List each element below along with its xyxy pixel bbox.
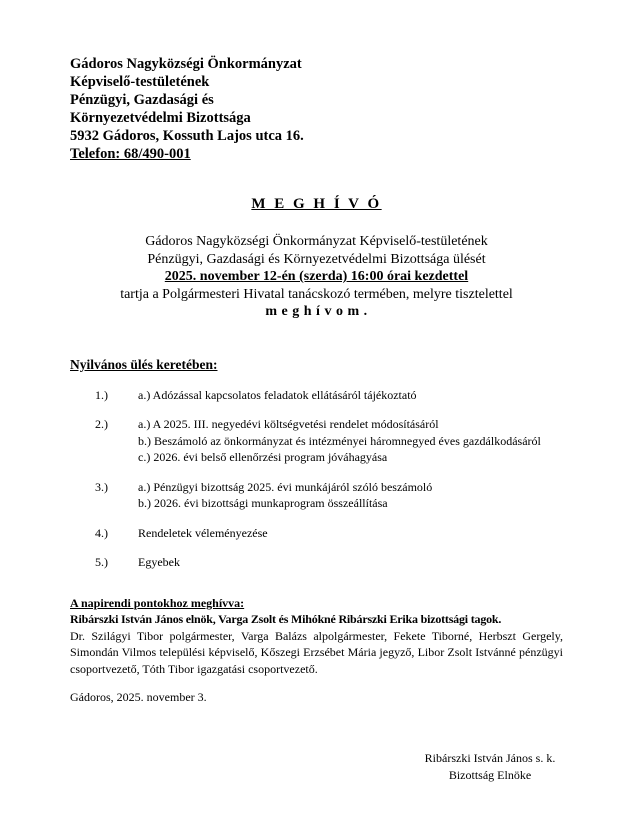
- agenda-item-content: [138, 554, 563, 571]
- invitees-committee-members: Ribárszki István János elnök, Varga Zsolt és Mihókné Ribárszki Erika bizottsági tagok.: [70, 612, 502, 626]
- invitees-section: [70, 595, 563, 678]
- document-title-text: M E G H Í V Ó: [251, 196, 382, 212]
- intro-line-org: Gádoros Nagyközségi Önkormányzat Képviselő-testületének: [145, 234, 488, 249]
- agenda-item-content: [138, 416, 563, 466]
- agenda-item-line: c.) 2026. évi belső ellenőrzési program jóváhagyása: [138, 450, 388, 464]
- agenda-item-4: [70, 525, 563, 542]
- agenda-heading: Nyilvános ülés keretében:: [70, 356, 218, 372]
- agenda-item-3: [70, 479, 563, 512]
- letterhead-line-committee-2: Környezetvédelmi Bizottsága: [70, 110, 251, 126]
- signature-block: [390, 750, 590, 784]
- agenda-item-content: [138, 479, 563, 512]
- agenda-item-2: [70, 416, 563, 466]
- agenda-item-line: a.) A 2025. III. negyedévi költségvetési rendelet módosításáról: [138, 417, 439, 431]
- agenda-item-line: a.) Adózással kapcsolatos feladatok ellátásáról tájékoztató: [138, 387, 417, 402]
- agenda-item-number: 3.): [95, 479, 108, 494]
- letterhead-line-committee-1: Pénzügyi, Gazdasági és: [70, 92, 214, 108]
- agenda-item-content: [138, 387, 563, 404]
- agenda-item-line: b.) Beszámoló az önkormányzat és intézményei háromnegyed éves gazdálkodásáról: [138, 433, 541, 448]
- agenda-item-line: a.) Pénzügyi bizottság 2025. évi munkájáról szóló beszámoló: [138, 479, 433, 494]
- agenda-item-number: 4.): [95, 525, 108, 540]
- letterhead-address: 5932 Gádoros, Kossuth Lajos utca 16.: [70, 128, 304, 144]
- agenda-item-number: 2.): [95, 417, 108, 431]
- agenda-item-number: 5.): [95, 555, 108, 569]
- letterhead-phone: Telefon: 68/490-001: [70, 146, 191, 162]
- agenda-list: [70, 387, 563, 571]
- letterhead-line-org: Gádoros Nagyközségi Önkormányzat: [70, 56, 302, 72]
- intro-closing: m e g h í v o m .: [265, 304, 368, 319]
- agenda-item-number: 1.): [95, 387, 108, 402]
- signature-name: Ribárszki István János s. k.: [424, 750, 556, 765]
- document-date: Gádoros, 2025. november 3.: [70, 690, 207, 704]
- letterhead: [70, 55, 563, 163]
- letterhead-line-body: Képviselő-testületének: [70, 74, 210, 90]
- agenda-item-line: b.) 2026. évi bizottsági munkaprogram összeállítása: [138, 496, 388, 510]
- agenda-item-5: [70, 554, 563, 571]
- agenda-item-line: Egyebek: [138, 555, 180, 569]
- signature-role: Bizottság Elnöke: [448, 767, 532, 782]
- intro-line-venue: tartja a Polgármesteri Hivatal tanácskozó termében, melyre tisztelettel: [120, 286, 513, 302]
- invitees-heading: A napirendi pontokhoz meghívva:: [70, 595, 245, 610]
- agenda-item-content: [138, 525, 563, 542]
- invitees-other-attendees: Dr. Szilágyi Tibor polgármester, Varga Balázs alpolgármester, Fekete Tiborné, Herbszt Gergely, Simondán Vilmos települési képviselő, Kőszegi Erzsébet Mária jegyző, Libor Zsolt Istvánné pénzügyi csoportvezető, Tóth Tibor igazgatási csoportvezető.: [70, 628, 563, 676]
- document-title: [70, 196, 563, 213]
- invitation-intro: [70, 233, 563, 321]
- agenda-item-1: [70, 387, 563, 404]
- intro-line-committee: Pénzügyi, Gazdasági és Környezetvédelmi Bizottsága ülését: [147, 251, 486, 267]
- meeting-datetime: 2025. november 12-én (szerda) 16:00 órai kezdettel: [164, 269, 469, 284]
- agenda-item-line: Rendeletek véleményezése: [138, 525, 268, 540]
